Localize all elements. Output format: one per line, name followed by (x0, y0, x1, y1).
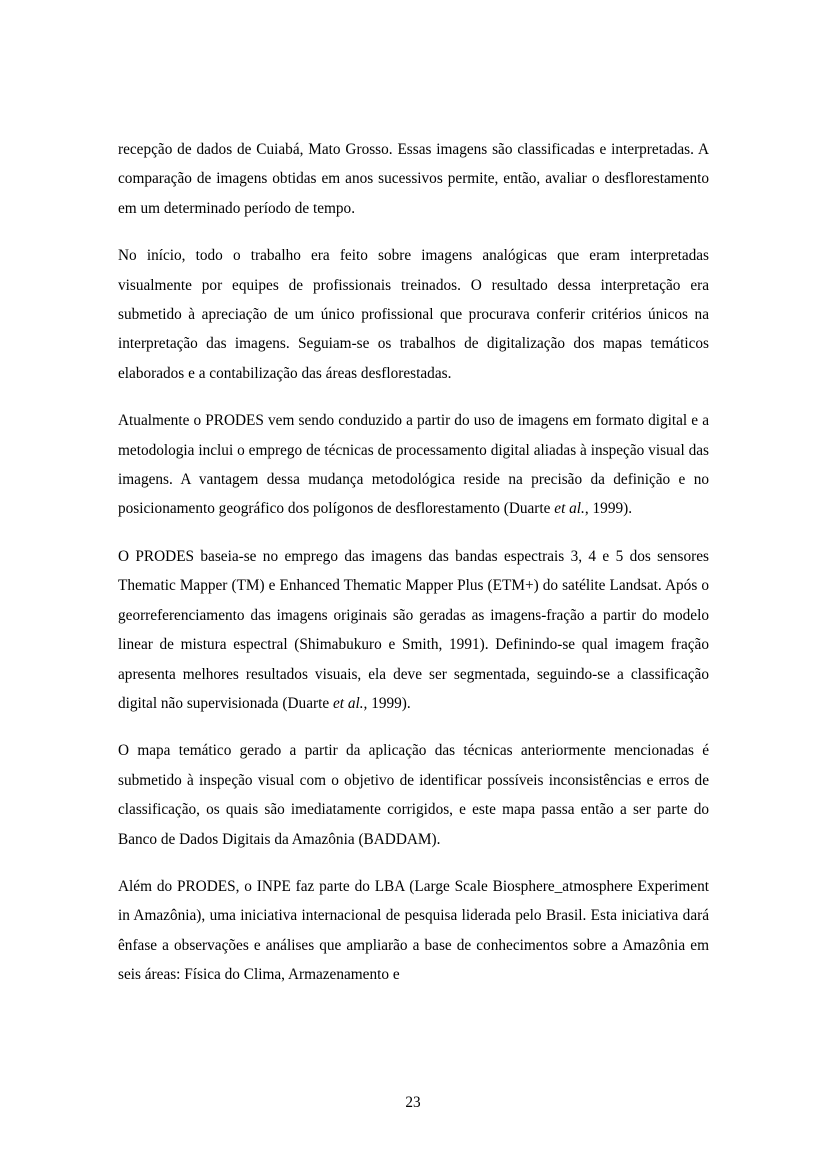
paragraph-4-text-end: 1999). (367, 694, 411, 712)
paragraph-6-text: Além do PRODES, o INPE faz parte do LBA (Large Scale Biosphere_atmosphere Experiment in Amazônia), uma iniciativa internacional de pesquisa liderada pelo Brasil. Esta iniciativa dará ênfase a observações e análises que ampliarão a base de conhecimentos sobre a Amazônia em seis áreas: Física do Clima, Armazenamento e (118, 877, 709, 984)
paragraph-4 (118, 542, 709, 718)
paragraph-3-text: Atualmente o PRODES vem sendo conduzido a partir do uso de imagens em formato digital e a metodologia inclui o emprego de técnicas de processamento digital aliadas à inspeção visual das imagens. A vantagem dessa mudança metodológica reside na precisão da definição e no posicionamento geográfico dos polígonos de desflorestamento (Duarte (118, 412, 709, 518)
paragraph-4-text: O PRODES baseia-se no emprego das imagens das bandas espectrais 3, 4 e 5 dos sensores Thematic Mapper (TM) e Enhanced Thematic Mapper Plus (ETM+) do satélite Landsat. Após o georreferenciamento das imagens originais são geradas as imagens-fração a partir do modelo linear de mistura espectral (Shimabukuro e Smith, 1991). Definindo-se qual imagem fração apresenta melhores resultados visuais, ela deve ser segmentada, seguindo-se a classificação digital não supervisionada (Duarte (118, 547, 709, 712)
paragraph-5-text: O mapa temático gerado a partir da aplicação das técnicas anteriormente mencionadas é submetido à inspeção visual com o objetivo de identificar possíveis inconsistências e erros de classificação, os quais são imediatamente corrigidos, e este mapa passa então a ser parte do Banco de Dados Digitais da Amazônia (BADDAM). (118, 742, 709, 848)
paragraph-3-text-end: , 1999). (584, 500, 633, 518)
citation-et-al: et al., (332, 694, 368, 712)
paragraph-1 (118, 135, 709, 223)
paragraph-2 (118, 241, 709, 388)
page-number: 23 (405, 1094, 421, 1111)
paragraph-6 (118, 872, 709, 990)
paragraph-3 (118, 406, 709, 524)
citation-et-al: et al. (554, 500, 585, 518)
paragraph-5 (118, 736, 709, 854)
body-text (118, 135, 709, 1008)
paragraph-1-text: recepção de dados de Cuiabá, Mato Grosso. Essas imagens são classificadas e interpretadas. A comparação de imagens obtidas em anos sucessivos permite, então, avaliar o desflorestamento em um determinado período de tempo. (118, 141, 709, 217)
paragraph-2-text: No início, todo o trabalho era feito sobre imagens analógicas que eram interpretadas visualmente por equipes de profissionais treinados. O resultado dessa interpretação era submetido à apreciação de um único profissional que procurava conferir critérios únicos na interpretação das imagens. Seguiam-se os trabalhos de digitalização dos mapas temáticos elaborados e a contabilização das áreas desflorestadas. (118, 247, 709, 382)
